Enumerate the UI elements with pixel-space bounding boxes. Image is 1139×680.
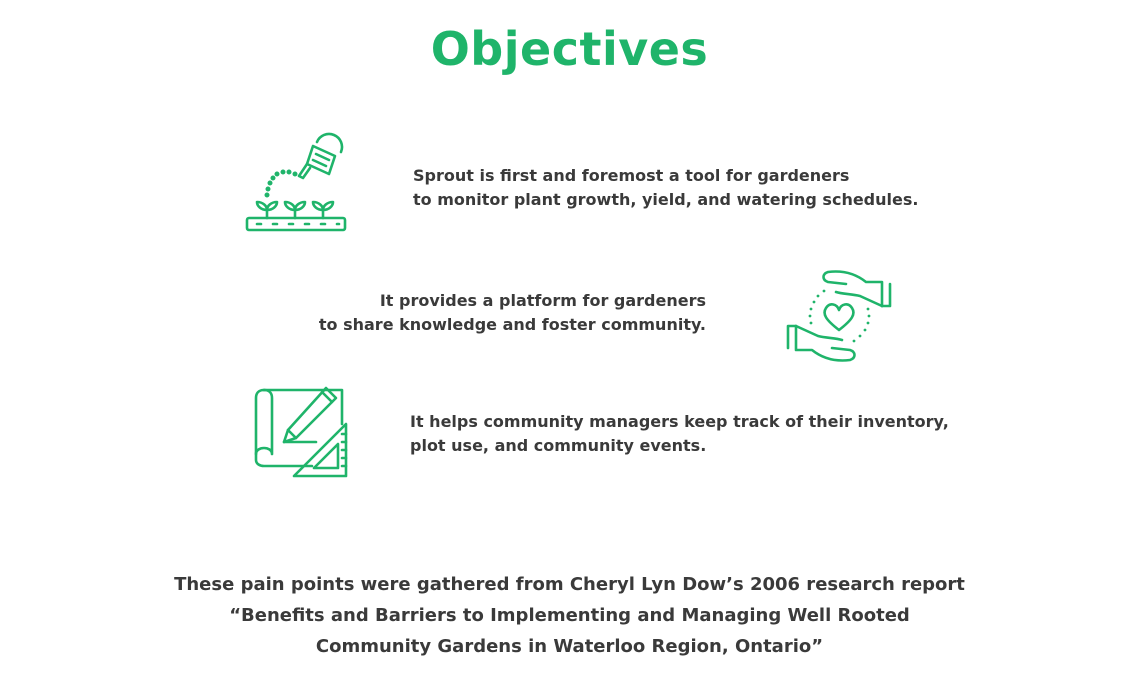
objective-3-line-1: It helps community managers keep track of their inventory, xyxy=(410,412,949,431)
watering-can-seedlings-icon xyxy=(243,128,349,234)
objective-2-text xyxy=(319,289,706,337)
citation-line-1: These pain points were gathered from Cheryl Lyn Dow’s 2006 research report xyxy=(174,574,965,595)
hands-heart-icon xyxy=(782,266,898,366)
source-citation xyxy=(0,569,1139,662)
citation-line-3: Community Gardens in Waterloo Region, Ontario” xyxy=(315,636,824,657)
objective-1-text xyxy=(413,164,918,212)
objective-3-line-2: plot use, and community events. xyxy=(410,436,707,455)
citation-line-2: “Benefits and Barriers to Implementing and Managing Well Rooted xyxy=(229,605,910,626)
objective-2-line-1: It provides a platform for gardeners xyxy=(379,291,706,310)
page-title: Objectives xyxy=(430,22,709,76)
objective-1-line-2: to monitor plant growth, yield, and watering schedules. xyxy=(413,190,919,209)
objective-2-line-2: to share knowledge and foster community. xyxy=(318,315,706,334)
objective-3-text xyxy=(410,410,949,458)
objective-1-line-1: Sprout is first and foremost a tool for gardeners xyxy=(413,166,850,185)
blueprint-pencil-icon xyxy=(252,384,352,480)
